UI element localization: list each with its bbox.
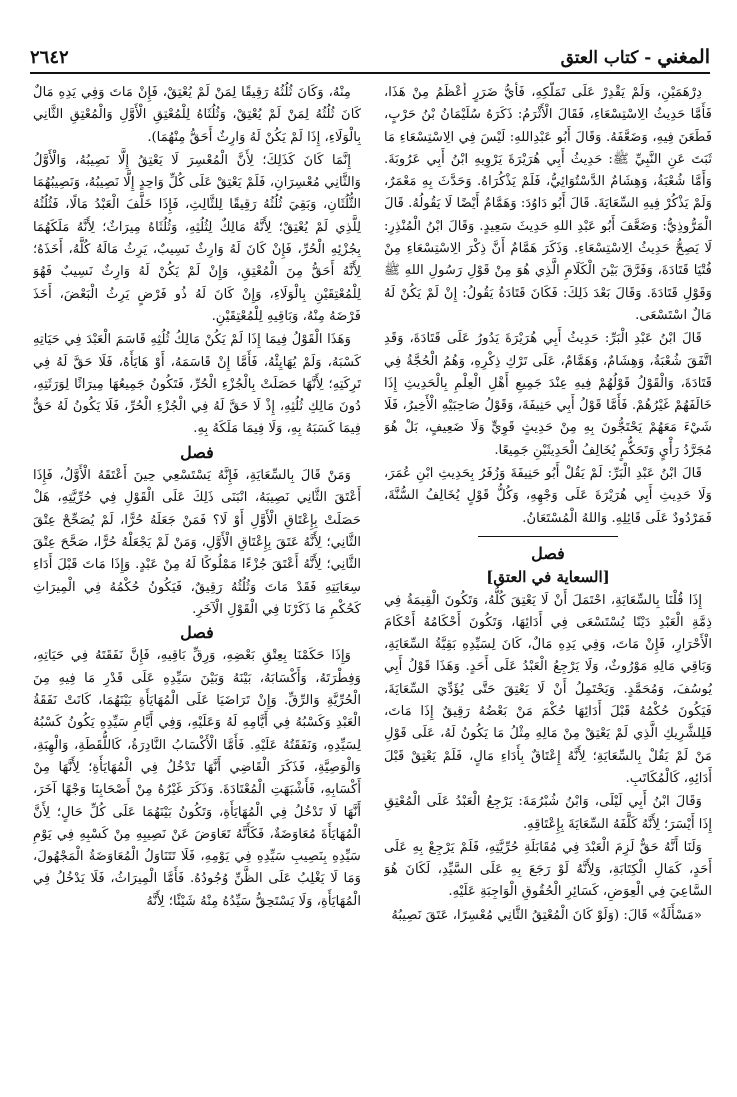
paragraph: دِرْهَمَيْنِ، وَلَمْ يَقْدِرْ عَلَى تَمَلُّكِهِ، فَأَيُّ ضَرَرٍ أَعْظَمُ مِنْ هَذَا، فَأَمَّا حَدِيثُ الِاسْتِسْعَاءِ، فَقَالَ الْأَثْرَمُ: ذَكَرَهُ سُلَيْمَانُ بْنُ حَرْبٍ، فَطَعَنَ فِيهِ، وَضَعَّفَهُ. وَقَالَ أَبُو عَبْدِاللهِ: لَيْسَ فِي الِاسْتِسْعَاءِ مَا ثَبَتَ عَنِ النَّبِيِّ ﷺ: حَدِيثُ أَبِي هُرَيْرَةَ يَرْوِيهِ ابْنُ أَبِي عَرُوبَةَ. وَأَمَّا شُعْبَةُ، وَهِشَامٌ الدَّسْتُوَائِيُّ، فَلَمْ يَذْكُرَاهُ. وَحَدَّثَ بِهِ مَعْمَرٌ، وَلَمْ يَذْكُرْ فِيهِ السِّعَايَةَ. قَالَ أَبُو دَاوُدَ: وَهَمَّامٌ أَيْضًا لَا يَقُولُهُ. قَالَ الْمَرُّوذِيُّ: وَضَعَّفَ أَبُو عَبْدِ اللهِ حَدِيثَ سَعِيدٍ. وَقَالَ ابْنُ الْمُنْذِرِ: لَا يَصِحُّ حَدِيثُ الِاسْتِسْعَاءِ. وَذَكَرَ هَمَّامٌ أَنَّ ذِكْرَ الِاسْتِسْعَاءِ مِنْ فُتْيَا قَتَادَةَ، وَفَرَّقَ بَيْنَ الْكَلَامِ الَّذِي هُوَ مِنْ قَوْلِ رَسُولِ اللهِ ﷺ وَقَوْلِ قَتَادَةَ. وَقَالَ بَعْدَ ذَلِكَ: فَكَانَ قَتَادَةُ يَقُولُ: إِنْ لَمْ يَكُنْ لَهُ مَالٌ اسْتَسْعَى. bbox=[384, 85, 712, 323]
paragraph: قَالَ ابْنُ عَبْدِ الْبَرِّ: لَمْ يَقُلْ أَبُو حَنِيفَةَ وَزُفَرُ بِحَدِيثِ ابْنِ عُمَرَ، وَلَا حَدِيثِ أَبِي هُرَيْرَةَ عَلَى وَجْهِهِ، وَكُلُّ قَوْلٍ يُخَالِفُ السُّنَّةَ، فَمَرْدُودٌ عَلَى قَائِلِهِ. وَاللهُ الْمُسْتَعَانُ. bbox=[384, 466, 712, 526]
paragraph: مِنْهُ، وَكَانَ ثُلُثُهُ رَقِيقًا لِمَنْ لَمْ يُعْتِقْ، فَإِنْ مَاتَ وَفِي يَدِهِ مَالٌ كَانَ ثُلُثُهُ لِمَنْ لَمْ يُعْتِقْ، وَثُلُثَاهُ لِلْمُعْتِقِ الْأَوَّلِ وَالْمُعْتِقِ الثَّانِي بِالْوَلَاءِ، إِذَا لَمْ يَكُنْ لَهُ وَارِثٌ أَحَقُّ مِنْهُمَا). bbox=[33, 85, 361, 145]
paragraph: وَإِذَا حَكَمْنَا بِعِتْقِ بَعْضِهِ، وَرِقِّ بَاقِيهِ، فَإِنَّ نَفَقَتَهُ فِي حَيَاتِهِ، وَفِطْرَتَهُ، وَأَكْسَابَهُ، بَيْنَهُ وَبَيْنَ سَيِّدِهِ عَلَى قَدْرِ مَا فِيهِ مِنَ الْحُرِّيَّةِ وَالرِّقِّ. وَإِنْ تَرَاضَيَا عَلَى الْمُهَايَأَةِ بَيْنَهُمَا، كَانَتْ نَفَقَةُ الْعَبْدِ وَكَسْبُهُ فِي أَيَّامِهِ لَهُ وَعَلَيْهِ، وَفِي أَيَّامِ سَيِّدِهِ يَكُونُ كَسْبُهُ لِسَيِّدِهِ، وَنَفَقَتُهُ عَلَيْهِ. فَأَمَّا الْأَكْسَابُ النَّادِرَةُ، كَاللُّقَطَةِ، وَالْهِبَةِ، وَالْوَصِيَّةِ، فَذَكَرَ الْقَاضِي أَنَّهَا تَدْخُلُ فِي الْمُهَايَأَةِ؛ لِأَنَّهَا مِنْ أَكْسَابِهِ، فَأَشْبَهَتِ الْمُعْتَادَةَ. وَذَكَرَ غَيْرُهُ مِنْ أَصْحَابِنَا وَجْهًا آخَرَ، أَنَّهَا لَا تَدْخُلُ فِي الْمُهَايَأَةِ، وَتَكُونُ بَيْنَهُمَا عَلَى كُلِّ حَالٍ؛ لِأَنَّ الْمُهَايَأَةَ مُعَاوَضَةٌ، فَكَأَنَّهُ تَعَاوَضَ عَنْ نَصِيبِهِ مِنْ كَسْبِهِ فِي يَوْمِ سَيِّدِهِ بِنَصِيبِ سَيِّدِهِ فِي يَوْمِهِ، فَلَا تَتَنَاوَلُ الْمُعَاوَضَةُ الْمَجْهُولَ، وَمَا لَا يَغْلِبُ عَلَى الظَّنِّ وُجُودُهُ. فَأَمَّا الْمِيرَاثُ، فَلَا يَدْخُلُ فِي الْمُهَايَأَةِ، وَلَا يَسْتَحِقُّ سَيِّدُهُ مِنْهُ شَيْئًا؛ لِأَنَّهُ bbox=[33, 648, 361, 909]
paragraph: وَلَنَا أَنَّهُ حَقٌّ لَزِمَ الْعَبْدَ فِي مُقَابَلَةِ حُرِّيَّتِهِ، فَلَمْ يَرْجِعْ بِهِ عَلَى أَحَدٍ، كَمَالِ الْكِتَابَةِ، وَلِأَنَّهُ لَوْ رَجَعَ بِهِ عَلَى السَّيِّدِ، لَكَانَ هُوَ السَّاعِيَ فِي الْعِوَضِ، كَسَائِرِ الْحُقُوقِ الْوَاجِبَةِ عَلَيْهِ. bbox=[384, 839, 712, 900]
page-title bbox=[561, 46, 710, 68]
section-subheading: [السعاية في العتق] bbox=[486, 568, 610, 587]
divider bbox=[478, 536, 618, 537]
section-heading: فصل bbox=[180, 623, 214, 643]
paragraph: وَهَذَا الْقَوْلُ فِيمَا إِذَا لَمْ يَكُنْ مَالِكُ ثُلُثِهِ قَاسَمَ الْعَبْدَ فِي حَيَاتِهِ كَسْبَهُ، وَلَمْ يُهَايِئْهُ، فَأَمَّا إِنْ قَاسَمَهُ، أَوْ هَايَأَهُ، فَلَا حَقَّ لَهُ فِي تَرِكَتِهِ؛ لِأَنَّهَا حَصَلَتْ بِالْجُزْءِ الْحُرِّ، فَتَكُونُ جَمِيعُهَا مِيرَاثًا لِوَرَثَتِهِ، دُونَ مَالِكِ ثُلُثِهِ، إِذْ لَا حَقَّ لَهُ فِي الْجُزْءِ الْحُرِّ، فَلَا يَكُونُ لَهُ حَقٌّ فِيمَا كَسَبَهُ بِهِ، وَلَا فِيمَا مَلَكَهُ بِهِ. bbox=[33, 332, 361, 437]
chapter-title: - كتاب العتق bbox=[560, 48, 658, 68]
page-header bbox=[30, 42, 710, 72]
page-number: ٢٦٤٢ bbox=[30, 46, 69, 68]
right-column bbox=[384, 82, 712, 1067]
paragraph: وَقَالَ ابْنُ أَبِي لَيْلَى، وَابْنُ شُبْرُمَةَ: يَرْجِعُ الْعَبْدُ عَلَى الْمُعْتِقِ إِذَا أَيْسَرَ؛ لِأَنَّهُ كَلَّفَهُ السِّعَايَةَ بِإِعْتَاقِهِ. bbox=[384, 794, 712, 832]
section-heading: فصل bbox=[180, 442, 214, 462]
header-rule bbox=[30, 72, 710, 74]
section-heading: فصل bbox=[531, 543, 565, 563]
paragraph: قَالَ ابْنُ عَبْدِ الْبَرِّ: حَدِيثُ أَبِي هُرَيْرَةَ يَدُورُ عَلَى قَتَادَةَ، وَقَدِ اتَّفَقَ شُعْبَةُ، وَهِشَامٌ، وَهَمَّامٌ، عَلَى تَرْكِ ذِكْرِهِ، وَهُمُ الْحُجَّةُ فِي قَتَادَةَ، وَالْقَوْلُ قَوْلُهُمْ فِيهِ عِنْدَ جَمِيعِ أَهْلِ الْعِلْمِ بِالْحَدِيثِ إِذَا خَالَفَهُمْ غَيْرُهُمْ. فَأَمَّا قَوْلُ أَبِي حَنِيفَةَ، وَقَوْلُ صَاحِبَيْهِ الْأَخِيرُ، فَلَا شَيْءَ مَعَهُمْ يَحْتَجُّونَ بِهِ مِنْ حَدِيثٍ قَوِيٍّ وَلَا ضَعِيفٍ، بَلْ هُوَ مُجَرَّدُ رَأْيٍ وَتَحَكُّمٍ يُخَالِفُ الْحَدِيثَيْنِ جَمِيعًا. bbox=[384, 331, 712, 458]
paragraph: «مَسْأَلَةٌ» قَالَ: (وَلَوْ كَانَ الْمُعْتِقُ الثَّانِي مُعْسِرًا، عَتَقَ نَصِيبُهُ bbox=[391, 907, 702, 923]
left-column bbox=[33, 82, 361, 1067]
paragraph: وَمَنْ قَالَ بِالسِّعَايَةِ، فَإِنَّهُ يَسْتَسْعِي حِينَ أَعْتَقَهُ الْأَوَّلُ، فَإِذَا أَعْتَقَ الثَّانِي نَصِيبَهُ، انْبَنَى ذَلِكَ عَلَى الْقَوْلِ فِي حُرِّيَّتِهِ، هَلْ حَصَلَتْ بِإِعْتَاقِ الْأَوَّلِ أَوْ لَا؟ فَمَنْ جَعَلَهُ حُرًّا، لَمْ يُصَحِّحْ عِتْقَ الثَّانِي؛ لِأَنَّهُ عَتَقَ بِإِعْتَاقِ الْأَوَّلِ، وَمَنْ لَمْ يَجْعَلْهُ حُرًّا، صَحَّحَ عِتْقَ الثَّانِي؛ لِأَنَّهُ أَعْتَقَ جُزْءًا مَمْلُوكًا لَهُ مِنْ عَبْدٍ. وَإِذَا مَاتَ قَبْلَ أَدَاءِ سِعَايَتِهِ فَقَدْ مَاتَ وَثُلُثُهُ رَقِيقٌ، فَيَكُونُ حُكْمُهُ فِي الْمِيرَاثِ كَحُكْمِ مَا ذَكَرْنَا فِي الْقَوْلِ الْآخَرِ. bbox=[33, 468, 361, 617]
paragraph: إِنَّمَا كَانَ كَذَلِكَ؛ لِأَنَّ الْمُعْسِرَ لَا يَعْتِقُ إِلَّا نَصِيبُهُ، وَالْأَوَّلُ وَالثَّانِي مُعْسِرَانِ، فَلَمْ يَعْتِقْ عَلَى كُلِّ وَاحِدٍ إِلَّا نَصِيبُهُ، وَنَصِيبُهُمَا الثُّلُثَانِ، وَبَقِيَ ثُلُثُهُ رَقِيقًا لِلثَّالِثِ، فَإِذَا خَلَّفَ الْعَبْدُ مَالًا، فَثُلُثُهُ لِلَّذِي لَمْ يُعْتِقْ؛ لِأَنَّهُ مَالِكٌ لِثُلُثِهِ، وَثُلُثَاهُ مِيرَاثٌ؛ لِأَنَّهُ مَلَكَهُمَا بِجُزْئِهِ الْحُرِّ، فَإِنْ كَانَ لَهُ وَارِثٌ نَسِيبٌ، يَرِثُ مَالَهُ كُلَّهُ، أَخَذَهُ؛ لِأَنَّهُ أَحَقُّ مِنَ الْمُعْتِقِ، وَإِنْ لَمْ يَكُنْ لَهُ وَارِثٌ نَسِيبٌ فَهُوَ لِلْمُعْتِقَيْنِ بِالْوَلَاءِ، وَإِنْ كَانَ لَهُ ذُو فَرْضٍ يَرِثُ الْبَعْضَ، أَخَذَ فَرْضَهُ مِنْهُ، وَبَاقِيهِ لِلْمُعْتِقَيْنِ. bbox=[33, 152, 361, 324]
paragraph: إِذَا قُلْنَا بِالسِّعَايَةِ، احْتَمَلَ أَنْ لَا يَعْتِقَ كُلُّهُ، وَتَكُونَ الْقِيمَةُ فِي ذِمَّةِ الْعَبْدِ دَيْنًا يُسْتَسْعَى فِي أَدَائِهَا، وَتَكُونَ أَحْكَامُهُ أَحْكَامَ الْأَحْرَارِ، فَإِنْ مَاتَ، وَفِي يَدِهِ مَالٌ، كَانَ لِسَيِّدِهِ بَقِيَّةُ السِّعَايَةِ، وَبَاقِي مَالِهِ مَوْرُوثٌ، وَلَا يَرْجِعُ الْعَبْدُ عَلَى أَحَدٍ. وَهَذَا قَوْلُ أَبِي يُوسُفَ، وَمُحَمَّدٍ. وَيَحْتَمِلُ أَنْ لَا يَعْتِقَ حَتَّى يُؤَدِّيَ السِّعَايَةَ، فَيَكُونَ حُكْمُهُ قَبْلَ أَدَائِهَا حُكْمَ مَنْ بَعْضُهُ رَقِيقٌ إِذَا مَاتَ، فَلِلشَّرِيكِ الَّذِي لَمْ يَعْتِقْ مِنْ مَالِهِ مِثْلُ مَا يَكُونُ لَهُ، عَلَى قَوْلِ مَنْ لَمْ يَقُلْ بِالسِّعَايَةِ؛ لِأَنَّهُ إِعْتَاقٌ بِأَدَاءِ مَالٍ، فَلَمْ يَعْتِقْ قَبْلَ أَدَائِهِ، كَالْمُكَاتَبِ. bbox=[384, 592, 712, 786]
book-title: المغني bbox=[657, 46, 710, 68]
